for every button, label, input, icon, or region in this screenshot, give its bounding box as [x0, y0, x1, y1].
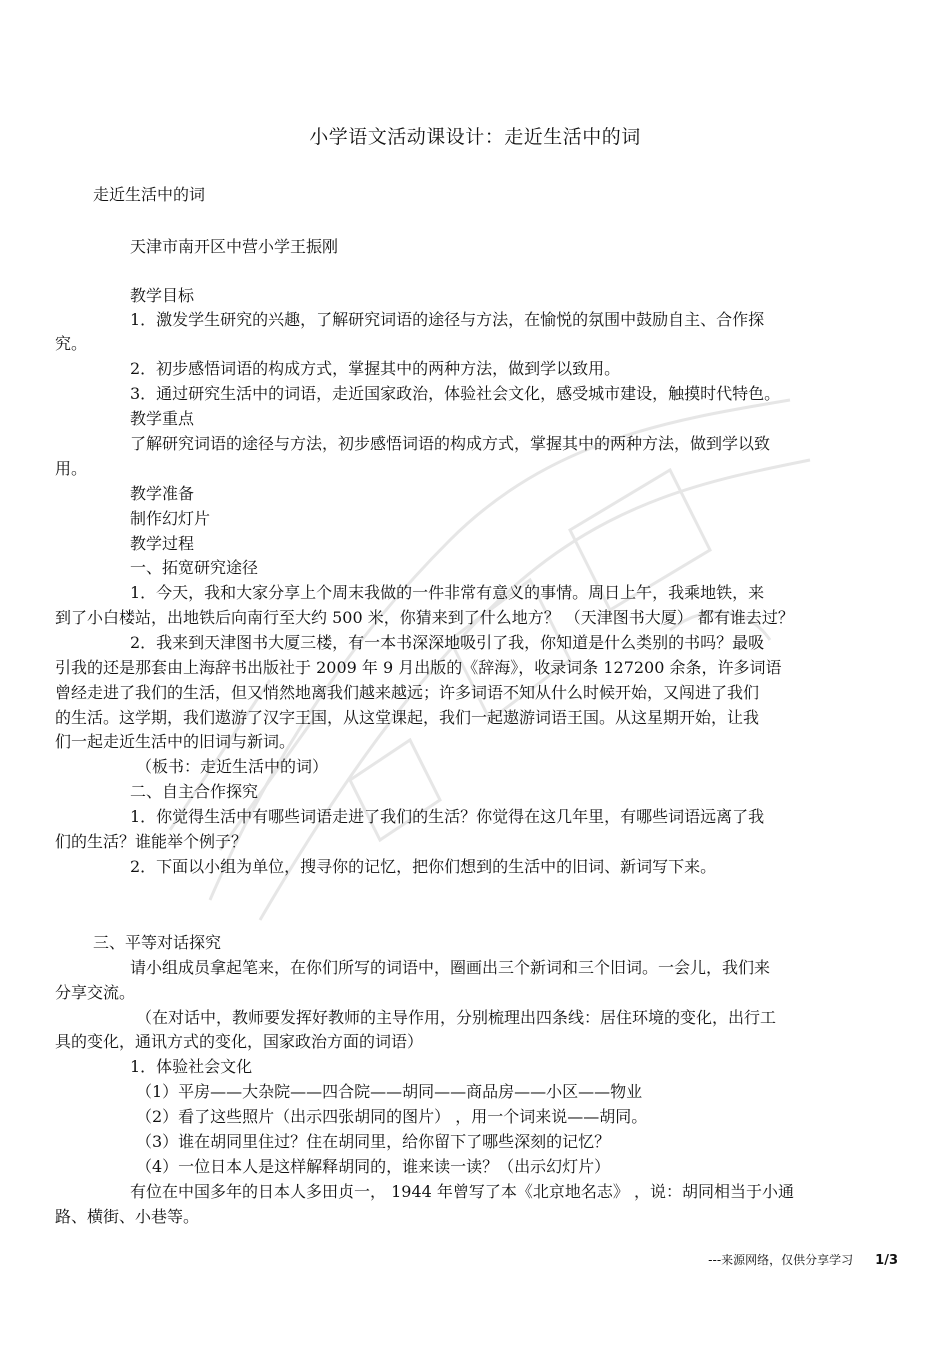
paragraph-line: 曾经走进了我们的生活，但又悄然地离我们越来越远；许多词语不知从什么时候开始，又闯进了我们 — [55, 683, 760, 702]
paragraph-line: 2．我来到天津图书大厦三楼，有一本书深深地吸引了我，你知道是什么类别的书吗？最吸 — [130, 633, 765, 652]
paragraph-line: 们的生活？谁能举个例子？ — [55, 832, 248, 851]
footer-source: ---来源网络，仅供分享学习 — [708, 1253, 854, 1267]
page-footer — [708, 1251, 898, 1268]
section-heading: 教学重点 — [130, 409, 195, 428]
section-heading: 教学准备 — [130, 484, 195, 503]
paragraph-line: 具的变化，通讯方式的变化，国家政治方面的词语） — [55, 1032, 424, 1051]
paragraph-line: （在对话中，教师要发挥好教师的主导作用，分别梳理出四条线：居住环境的变化，出行工 — [136, 1008, 777, 1027]
paragraph-line: 路、横街、小巷等。 — [55, 1207, 200, 1226]
paragraph-line: 1．你觉得生活中有哪些词语走进了我们的生活？你觉得在这几年里，有哪些词语远离了我 — [130, 807, 765, 826]
list-item: （3）谁在胡同里住过？住在胡同里，给你留下了哪些深刻的记忆？ — [136, 1132, 611, 1151]
paragraph-line: 3．通过研究生活中的词语，走近国家政治，体验社会文化，感受城市建设，触摸时代特色。 — [130, 384, 781, 403]
paragraph-line: 制作幻灯片 — [130, 509, 211, 528]
list-item: （4）一位日本人是这样解释胡同的，谁来读一读？（出示幻灯片） — [136, 1157, 611, 1176]
paragraph-line: 分享交流。 — [55, 983, 136, 1002]
paragraph-line: 用。 — [55, 459, 88, 478]
paragraph-line: 到了小白楼站，出地铁后向南行至大约 500 米，你猜来到了什么地方？ （天津图书大厦） 都有谁去过？ — [55, 608, 794, 627]
paragraph-line: 2．初步感悟词语的构成方式，掌握其中的两种方法，做到学以致用。 — [130, 359, 621, 378]
subtitle: 走近生活中的词 — [93, 185, 206, 204]
list-item: （2）看了这些照片（出示四张胡同的图片） ，用一个词来说——胡同。 — [136, 1107, 648, 1126]
paragraph-line: 请小组成员拿起笔来，在你们所写的词语中，圈画出三个新词和三个旧词。一会儿，我们来 — [130, 958, 771, 977]
page-number: 1/3 — [875, 1253, 898, 1268]
list-item: （1）平房——大杂院——四合院——胡同——商品房——小区——物业 — [136, 1082, 643, 1101]
author-line: 天津市南开区中营小学王振刚 — [130, 237, 339, 256]
subsection-heading: 一、拓宽研究途径 — [130, 558, 259, 577]
paragraph-line: 们一起走近生活中的旧词与新词。 — [55, 732, 296, 751]
paragraph-line: 引我的还是那套由上海辞书出版社于 2009 年 9 月出版的《辞海》，收录词条 127200 余条，许多词语 — [55, 658, 782, 677]
paragraph-line: 1．今天，我和大家分享上个周末我做的一件非常有意义的事情。周日上午，我乘地铁，来 — [130, 583, 765, 602]
subsection-heading: 二、自主合作探究 — [130, 782, 259, 801]
paragraph-line: 2．下面以小组为单位，搜寻你的记忆，把你们想到的生活中的旧词、新词写下来。 — [130, 857, 717, 876]
subsection-heading: 三、平等对话探究 — [93, 933, 222, 952]
paragraph-line: 了解研究词语的途径与方法，初步感悟词语的构成方式，掌握其中的两种方法，做到学以致 — [130, 434, 771, 453]
section-heading: 教学过程 — [130, 534, 195, 553]
paragraph-line: （板书：走近生活中的词） — [136, 757, 329, 776]
document-title: 小学语文活动课设计：走近生活中的词 — [309, 126, 641, 148]
subsection-heading: 1．体验社会文化 — [130, 1057, 253, 1076]
paragraph-line: 有位在中国多年的日本人多田贞一， 1944 年曾写了本《北京地名志》 ，说：胡同相当于小通 — [130, 1182, 794, 1201]
paragraph-line: 究。 — [55, 334, 88, 353]
section-heading: 教学目标 — [130, 286, 195, 305]
paragraph-line: 1．激发学生研究的兴趣，了解研究词语的途径与方法，在愉悦的氛围中鼓励自主、合作探 — [130, 310, 765, 329]
paragraph-line: 的生活。这学期，我们遨游了汉字王国，从这堂课起，我们一起遨游词语王国。从这星期开始，让我 — [55, 708, 760, 727]
